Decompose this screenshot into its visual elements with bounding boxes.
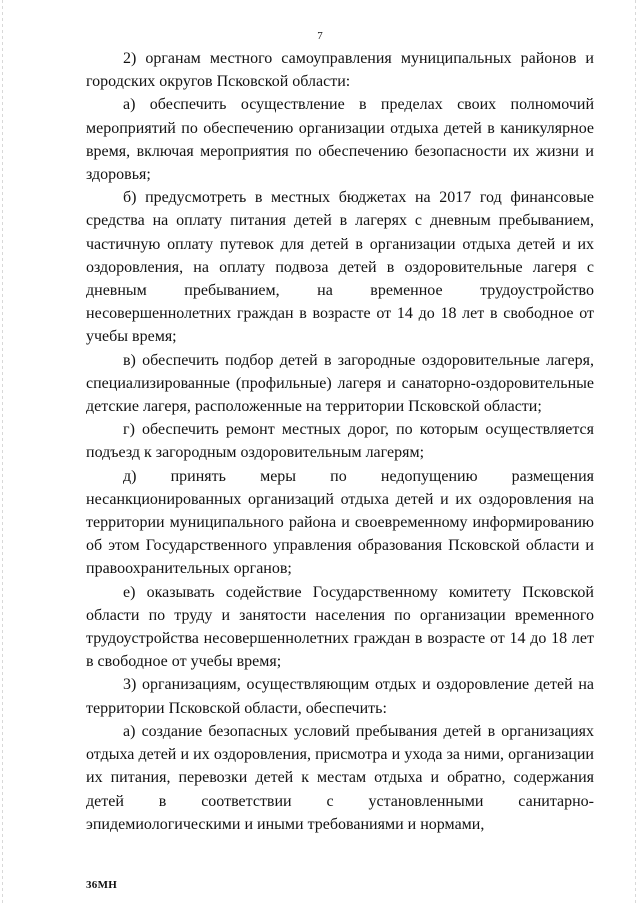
- paragraph-subitem-a-safe-conditions: а) создание безопасных условий пребывания детей в организациях отдыха детей и их оздоровления, присмотра и ухода за ними, организации их питания, перевозки детей к местам отдыха и обратно, содержания детей в соответствии с установленными санитарно-эпидемиологическими и иными требованиями и нормами,: [86, 722, 594, 833]
- page-number: 7: [317, 30, 323, 42]
- document-code: 36МН: [86, 879, 118, 891]
- paragraph-subitem-e-assist-committee: е) оказывать содействие Государственному комитету Псковской области по труду и занятости населения по организации временного трудоустройства несовершеннолетних граждан в возрасте от 14 до 18 лет в свободное от учебы время;: [86, 583, 594, 671]
- document-body: [86, 47, 594, 836]
- scan-edge-left: [2, 0, 3, 905]
- paragraph-subitem-d-prevent-unauthorized: д) принять меры по недопущению размещения несанкционированных организаций отдыха детей и их оздоровления на территории муниципального района и своевременному информированию об этом Государственного управления образования Псковской области и правоохранительных органов;: [86, 467, 594, 578]
- paragraph-subitem-g-road-repair: г) обеспечить ремонт местных дорог, по которым осуществляется подъезд к загородным оздоровительным лагерям;: [86, 421, 594, 462]
- paragraph-item-3-organizations: 3) организациям, осуществляющим отдых и оздоровление детей на территории Псковской области, обеспечить:: [86, 676, 594, 717]
- paragraph-subitem-a-ensure-events: а) обеспечить осуществление в пределах своих полномочий мероприятий по обеспечению организации отдыха детей в каникулярное время, включая мероприятия по обеспечению безопасности их жизни и здоровья;: [86, 96, 594, 184]
- paragraph-subitem-b-budget-funds: б) предусмотреть в местных бюджетах на 2017 год финансовые средства на оплату питания детей в лагерях с дневным пребыванием, частичную оплату путевок для детей в организации отдыха детей и их оздоровления, на оплату подвоза детей в оздоровительные лагеря с дневным пребыванием, на временное трудоустройство несовершеннолетних граждан в возрасте от 14 до 18 лет в свободное от учебы время;: [86, 189, 594, 346]
- paragraph-item-2-local-authorities: 2) органам местного самоуправления муниципальных районов и городских округов Псковской области:: [86, 50, 594, 91]
- scan-edge-right: [635, 0, 636, 905]
- paragraph-subitem-v-child-selection: в) обеспечить подбор детей в загородные оздоровительные лагеря, специализированные (профильные) лагеря и санаторно-оздоровительные детские лагеря, расположенные на территории Псковской области;: [86, 351, 594, 416]
